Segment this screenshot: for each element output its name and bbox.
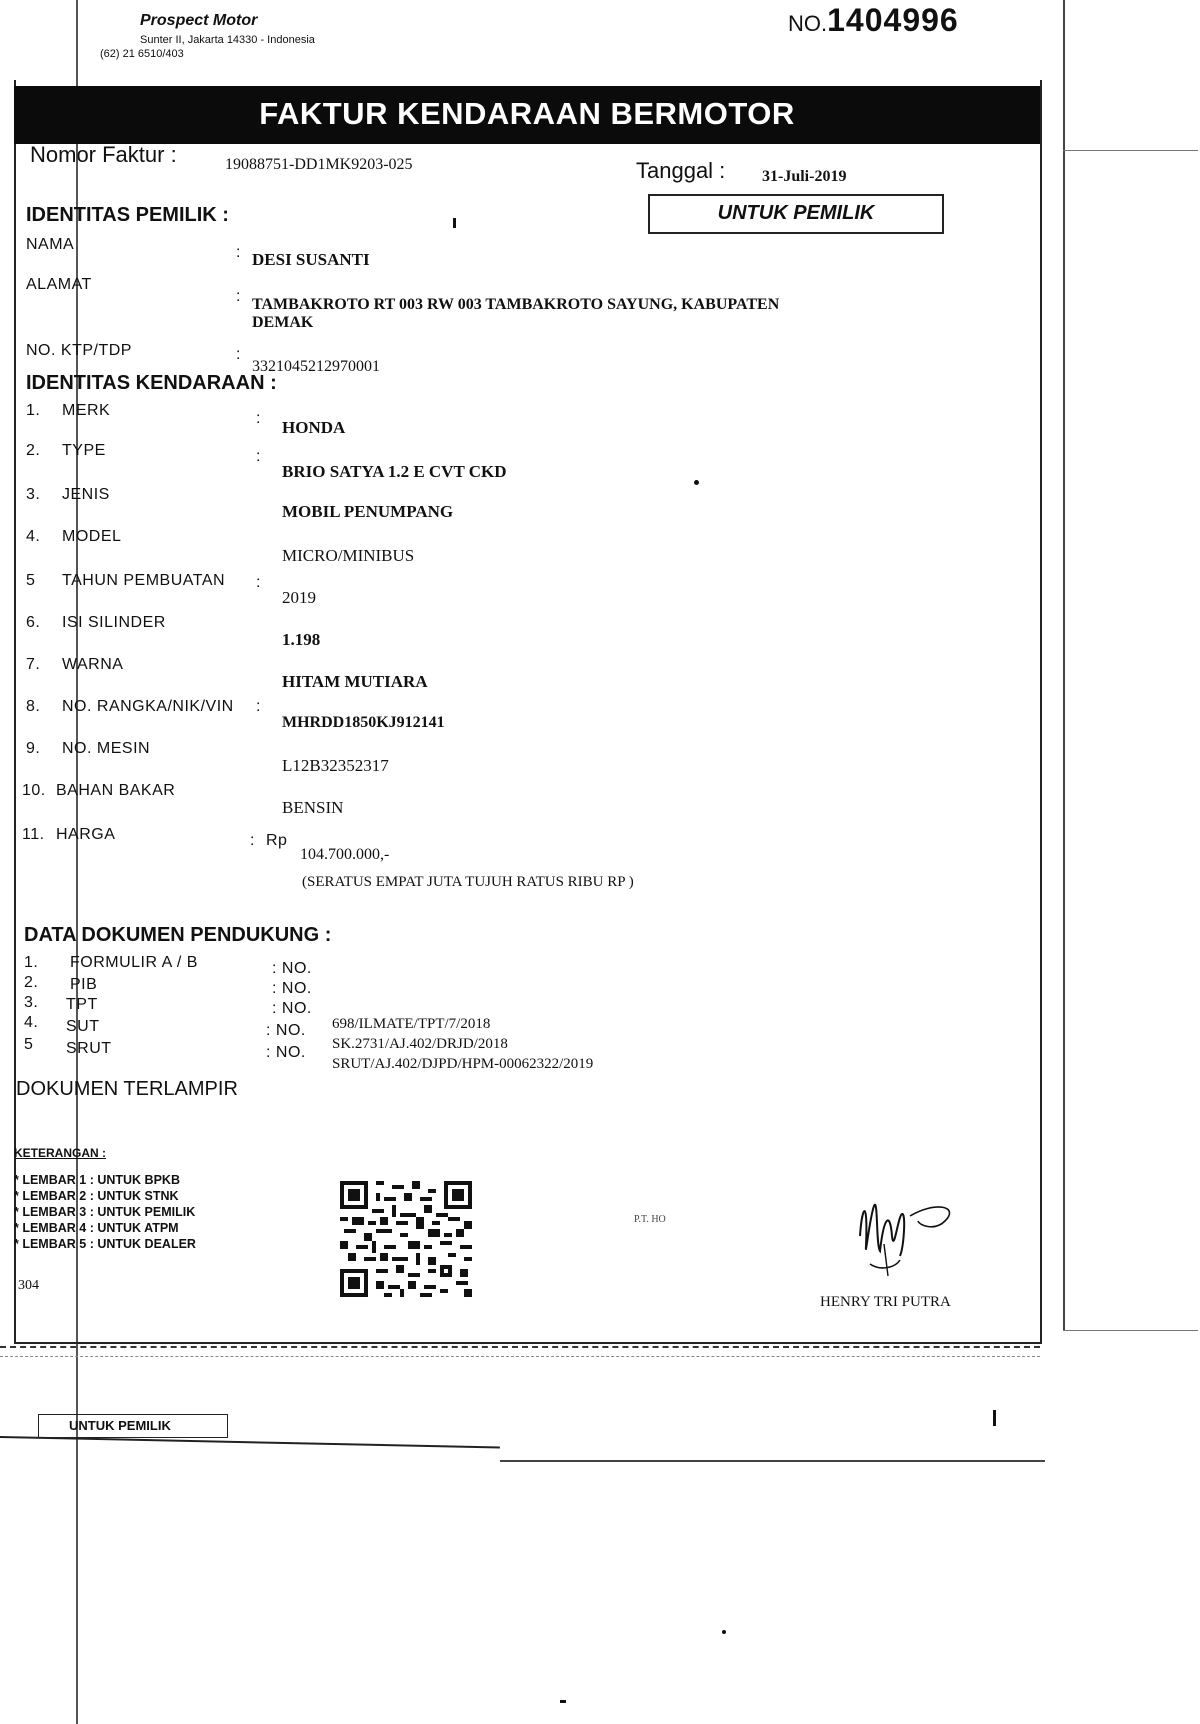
company-name: Prospect Motor — [140, 12, 258, 29]
support-doc-prefix: : NO. — [266, 1044, 306, 1061]
vehicle-item-label: JENIS — [62, 486, 110, 503]
copy-box-label: UNTUK PEMILIK — [717, 202, 875, 224]
signature-icon — [840, 1176, 970, 1286]
vehicle-item-no: 5 — [26, 572, 36, 589]
vehicle-item-value: HITAM MUTIARA — [282, 672, 428, 691]
vehicle-item-colon: : — [256, 448, 261, 465]
ktp-colon: : — [236, 346, 241, 363]
vehicle-item-value: 1.198 — [282, 630, 321, 649]
bottom-copy-box — [38, 1414, 228, 1438]
vehicle-item-no: 2. — [26, 442, 41, 459]
scan-speck — [694, 480, 699, 485]
keterangan-line: * LEMBAR 1 : UNTUK BPKB — [14, 1173, 180, 1187]
vehicle-item-value: HONDA — [282, 418, 346, 437]
keterangan-line: * LEMBAR 4 : UNTUK ATPM — [14, 1221, 179, 1235]
nomor-faktur-value: 19088751-DD1MK9203-025 — [225, 156, 413, 173]
support-doc-label: TPT — [66, 996, 98, 1013]
support-doc-label: SUT — [66, 1018, 100, 1035]
scan-right-strip-line-2 — [1063, 1330, 1198, 1331]
nama-colon: : — [236, 244, 241, 261]
bottom-rule — [0, 1436, 500, 1448]
vehicle-item-value: MICRO/MINIBUS — [282, 546, 415, 565]
scan-speck — [722, 1630, 726, 1634]
vehicle-item-colon: : — [256, 574, 261, 591]
cut-line — [0, 1346, 1040, 1348]
vehicle-item-label: ISI SILINDER — [62, 614, 166, 631]
keterangan-heading: KETERANGAN : — [14, 1146, 106, 1160]
support-doc-label: FORMULIR A / B — [70, 954, 198, 971]
vehicle-item-colon: : — [256, 410, 261, 427]
support-doc-no: 4. — [24, 1014, 39, 1031]
vehicle-item-label: TAHUN PEMBUATAN — [62, 572, 226, 589]
ktp-label: NO. KTP/TDP — [26, 342, 132, 359]
nama-value: DESI SUSANTI — [252, 250, 370, 269]
keterangan-line: * LEMBAR 2 : UNTUK STNK — [14, 1189, 179, 1203]
document-number-prefix: NO. — [788, 11, 828, 36]
company-address: Sunter II, Jakarta 14330 - Indonesia — [140, 34, 315, 46]
support-doc-no: 3. — [24, 994, 39, 1011]
scan-speck — [453, 218, 456, 228]
vehicle-item-no: 7. — [26, 656, 41, 673]
alamat-line1: TAMBAKROTO RT 003 RW 003 TAMBAKROTO SAYUNG, KABUPATEN — [252, 296, 780, 313]
support-doc-no: 1. — [24, 954, 39, 971]
support-doc-prefix: : NO. — [266, 1022, 306, 1039]
bottom-copy-label: UNTUK PEMILIK — [69, 1418, 171, 1433]
support-doc-no: 2. — [24, 974, 39, 991]
scan-speck — [560, 1700, 566, 1703]
alamat-label: ALAMAT — [26, 276, 92, 293]
vehicle-item-label: NO. RANGKA/NIK/VIN — [62, 698, 234, 715]
vehicle-item-no: 4. — [26, 528, 41, 545]
vehicle-item-value: MOBIL PENUMPANG — [282, 502, 454, 521]
vehicle-item-value: BENSIN — [282, 798, 344, 817]
signatory-name: HENRY TRI PUTRA — [820, 1294, 951, 1310]
title-bar — [14, 86, 1040, 144]
alamat-colon: : — [236, 288, 241, 305]
code-304: 304 — [18, 1278, 39, 1293]
scan-right-strip-line — [1063, 150, 1198, 151]
support-doc-label: PIB — [70, 976, 98, 993]
vehicle-item-no: 1. — [26, 402, 41, 419]
qr-code-icon — [340, 1180, 472, 1298]
vehicle-item-no: 3. — [26, 486, 41, 503]
ktp-value: 3321045212970001 — [252, 358, 380, 375]
vehicle-item-value: BRIO SATYA 1.2 E CVT CKD — [282, 462, 507, 481]
copy-box — [648, 194, 944, 234]
tanggal-label: Tanggal : — [636, 158, 726, 183]
harga-no: 11. — [22, 826, 45, 843]
vehicle-item-label: WARNA — [62, 656, 124, 673]
document-number — [788, 2, 959, 39]
vehicle-item-no: 10. — [22, 782, 46, 799]
vehicle-item-value: MHRDD1850KJ912141 — [282, 714, 445, 731]
vehicle-item-no: 9. — [26, 740, 41, 757]
keterangan-line: * LEMBAR 3 : UNTUK PEMILIK — [14, 1205, 196, 1219]
support-doc-no: 5 — [24, 1036, 34, 1053]
support-doc-label: SRUT — [66, 1040, 112, 1057]
nomor-faktur-label: Nomor Faktur : — [30, 142, 177, 167]
vehicle-item-label: BAHAN BAKAR — [56, 782, 176, 799]
support-doc-value: 698/ILMATE/TPT/7/2018 — [332, 1016, 491, 1032]
harga-currency: Rp — [266, 832, 288, 849]
attached-heading: DOKUMEN TERLAMPIR — [16, 1078, 238, 1100]
vehicle-item-no: 6. — [26, 614, 41, 631]
scan-speck — [993, 1410, 996, 1426]
pt-label: P.T. HO — [634, 1214, 666, 1225]
nama-label: NAMA — [26, 236, 75, 253]
cut-line-secondary — [0, 1356, 1040, 1357]
vehicle-item-value: 2019 — [282, 588, 316, 607]
support-doc-value: SK.2731/AJ.402/DRJD/2018 — [332, 1036, 508, 1052]
vehicle-heading: IDENTITAS KENDARAAN : — [26, 372, 277, 394]
harga-words: (SERATUS EMPAT JUTA TUJUH RATUS RIBU RP ) — [302, 874, 634, 890]
vehicle-item-label: TYPE — [62, 442, 106, 459]
vehicle-item-label: MODEL — [62, 528, 122, 545]
company-logo-area — [40, 4, 400, 64]
owner-heading: IDENTITAS PEMILIK : — [26, 204, 229, 226]
tanggal-value: 31-Juli-2019 — [762, 168, 847, 185]
bottom-rule-right — [500, 1460, 1045, 1462]
scan-edge-right — [1063, 0, 1065, 1330]
vehicle-item-colon: : — [256, 698, 261, 715]
document-title: FAKTUR KENDARAAN BERMOTOR — [259, 96, 795, 131]
vehicle-item-value: L12B32352317 — [282, 756, 389, 775]
support-doc-prefix: : NO. — [272, 1000, 312, 1017]
harga-colon: : — [250, 832, 255, 849]
company-phone: (62) 21 6510/403 — [100, 48, 184, 60]
vehicle-item-label: MERK — [62, 402, 111, 419]
vehicle-item-no: 8. — [26, 698, 41, 715]
harga-value: 104.700.000,- — [300, 846, 390, 863]
document-number-value: 1404996 — [827, 2, 959, 38]
srut-extra-value: SRUT/AJ.402/DJPD/HPM-00062322/2019 — [332, 1056, 594, 1072]
keterangan-line: * LEMBAR 5 : UNTUK DEALER — [14, 1237, 196, 1251]
support-docs-heading: DATA DOKUMEN PENDUKUNG : — [24, 924, 332, 946]
vehicle-item-label: NO. MESIN — [62, 740, 151, 757]
harga-label: HARGA — [56, 826, 116, 843]
support-doc-prefix: : NO. — [272, 960, 312, 977]
support-doc-prefix: : NO. — [272, 980, 312, 997]
alamat-line2: DEMAK — [252, 314, 314, 331]
